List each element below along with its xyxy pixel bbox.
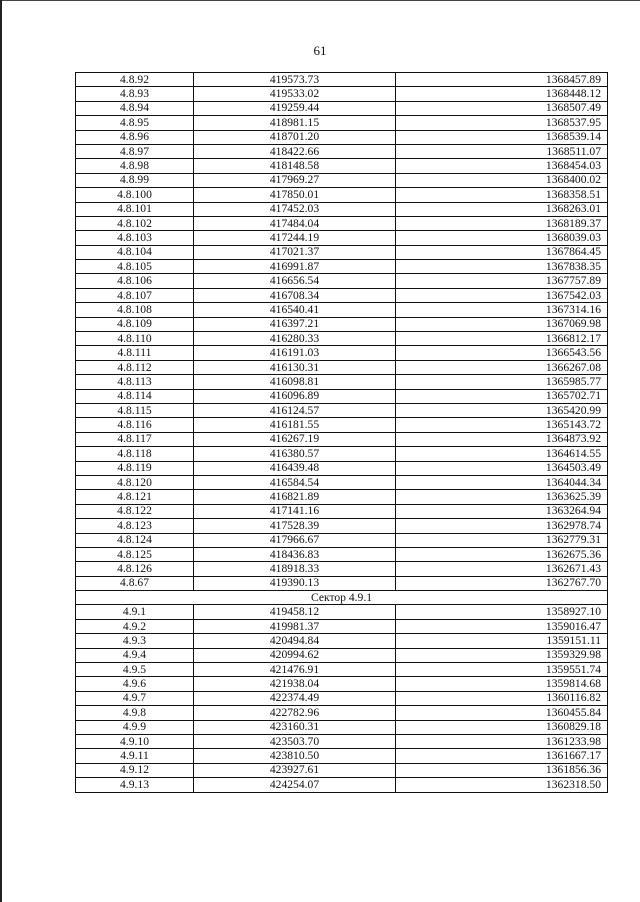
y-coordinate-cell: 1359329.98: [396, 648, 608, 662]
table-row: [76, 663, 608, 677]
x-coordinate-cell: 416991.87: [194, 260, 396, 274]
table-row: [76, 720, 608, 734]
point-id-cell: 4.8.106: [76, 274, 194, 288]
point-id-cell: 4.8.111: [76, 346, 194, 360]
y-coordinate-cell: 1364614.55: [396, 447, 608, 461]
x-coordinate-cell: 423160.31: [194, 720, 396, 734]
point-id-cell: 4.8.100: [76, 188, 194, 202]
table-row: [76, 418, 608, 432]
x-coordinate-cell: 421476.91: [194, 663, 396, 677]
table-row: [76, 734, 608, 748]
scan-edge-top: [0, 0, 640, 1]
table-row: [76, 475, 608, 489]
table-row: [76, 73, 608, 87]
y-coordinate-cell: 1368400.02: [396, 173, 608, 187]
table-row: [76, 87, 608, 101]
x-coordinate-cell: 416280.33: [194, 332, 396, 346]
point-id-cell: 4.8.98: [76, 159, 194, 173]
point-id-cell: 4.8.115: [76, 403, 194, 417]
y-coordinate-cell: 1368454.03: [396, 159, 608, 173]
table-row: [76, 245, 608, 259]
point-id-cell: 4.8.110: [76, 332, 194, 346]
x-coordinate-cell: 418422.66: [194, 144, 396, 158]
x-coordinate-cell: 417452.03: [194, 202, 396, 216]
x-coordinate-cell: 416584.54: [194, 475, 396, 489]
y-coordinate-cell: 1359151.11: [396, 634, 608, 648]
table-row: [76, 274, 608, 288]
table-row: [76, 332, 608, 346]
x-coordinate-cell: 420994.62: [194, 648, 396, 662]
y-coordinate-cell: 1367542.03: [396, 288, 608, 302]
table-row: [76, 303, 608, 317]
point-id-cell: 4.8.112: [76, 360, 194, 374]
x-coordinate-cell: 416439.48: [194, 461, 396, 475]
point-id-cell: 4.9.4: [76, 648, 194, 662]
point-id-cell: 4.8.120: [76, 475, 194, 489]
y-coordinate-cell: 1362675.36: [396, 547, 608, 561]
x-coordinate-cell: 416656.54: [194, 274, 396, 288]
y-coordinate-cell: 1361233.98: [396, 734, 608, 748]
point-id-cell: 4.9.6: [76, 677, 194, 691]
coordinates-table: [75, 72, 608, 793]
point-id-cell: 4.9.2: [76, 619, 194, 633]
point-id-cell: 4.8.113: [76, 375, 194, 389]
section-header-row-group: [76, 591, 608, 605]
point-id-cell: 4.8.107: [76, 288, 194, 302]
table-row: [76, 648, 608, 662]
y-coordinate-cell: 1359551.74: [396, 663, 608, 677]
table-row: [76, 749, 608, 763]
y-coordinate-cell: 1363264.94: [396, 504, 608, 518]
point-id-cell: 4.8.126: [76, 562, 194, 576]
section-header-row: [76, 591, 608, 605]
table-row: [76, 389, 608, 403]
table-row: [76, 317, 608, 331]
point-id-cell: 4.8.122: [76, 504, 194, 518]
table-row: [76, 144, 608, 158]
point-id-cell: 4.8.104: [76, 245, 194, 259]
coordinates-table-body-b: [76, 605, 608, 792]
point-id-cell: 4.8.93: [76, 87, 194, 101]
x-coordinate-cell: 418701.20: [194, 130, 396, 144]
table-row: [76, 619, 608, 633]
y-coordinate-cell: 1368039.03: [396, 231, 608, 245]
point-id-cell: 4.9.1: [76, 605, 194, 619]
x-coordinate-cell: 416096.89: [194, 389, 396, 403]
x-coordinate-cell: 419533.02: [194, 87, 396, 101]
table-row: [76, 346, 608, 360]
x-coordinate-cell: 417966.67: [194, 533, 396, 547]
point-id-cell: 4.8.103: [76, 231, 194, 245]
table-row: [76, 447, 608, 461]
y-coordinate-cell: 1368263.01: [396, 202, 608, 216]
x-coordinate-cell: 416380.57: [194, 447, 396, 461]
point-id-cell: 4.8.67: [76, 576, 194, 590]
x-coordinate-cell: 418148.58: [194, 159, 396, 173]
table-row: [76, 288, 608, 302]
table-row: [76, 490, 608, 504]
table-row: [76, 101, 608, 115]
y-coordinate-cell: 1360455.84: [396, 706, 608, 720]
table-row: [76, 159, 608, 173]
x-coordinate-cell: 417528.39: [194, 519, 396, 533]
table-row: [76, 706, 608, 720]
point-id-cell: 4.8.123: [76, 519, 194, 533]
x-coordinate-cell: 417969.27: [194, 173, 396, 187]
table-row: [76, 562, 608, 576]
y-coordinate-cell: 1362779.31: [396, 533, 608, 547]
x-coordinate-cell: 419458.12: [194, 605, 396, 619]
point-id-cell: 4.8.95: [76, 116, 194, 130]
y-coordinate-cell: 1361667.17: [396, 749, 608, 763]
table-row: [76, 375, 608, 389]
y-coordinate-cell: 1368507.49: [396, 101, 608, 115]
x-coordinate-cell: 419259.44: [194, 101, 396, 115]
point-id-cell: 4.9.3: [76, 634, 194, 648]
point-id-cell: 4.8.116: [76, 418, 194, 432]
y-coordinate-cell: 1367314.16: [396, 303, 608, 317]
table-row: [76, 188, 608, 202]
y-coordinate-cell: 1365143.72: [396, 418, 608, 432]
y-coordinate-cell: 1362978.74: [396, 519, 608, 533]
y-coordinate-cell: 1367069.98: [396, 317, 608, 331]
point-id-cell: 4.8.125: [76, 547, 194, 561]
y-coordinate-cell: 1367864.45: [396, 245, 608, 259]
y-coordinate-cell: 1365702.71: [396, 389, 608, 403]
table-row: [76, 677, 608, 691]
x-coordinate-cell: 422374.49: [194, 691, 396, 705]
point-id-cell: 4.8.119: [76, 461, 194, 475]
x-coordinate-cell: 419390.13: [194, 576, 396, 590]
y-coordinate-cell: 1368189.37: [396, 216, 608, 230]
y-coordinate-cell: 1360829.18: [396, 720, 608, 734]
point-id-cell: 4.9.9: [76, 720, 194, 734]
x-coordinate-cell: 416540.41: [194, 303, 396, 317]
y-coordinate-cell: 1359016.47: [396, 619, 608, 633]
y-coordinate-cell: 1359814.68: [396, 677, 608, 691]
x-coordinate-cell: 418436.83: [194, 547, 396, 561]
point-id-cell: 4.8.124: [76, 533, 194, 547]
y-coordinate-cell: 1367838.35: [396, 260, 608, 274]
y-coordinate-cell: 1368511.07: [396, 144, 608, 158]
y-coordinate-cell: 1368539.14: [396, 130, 608, 144]
y-coordinate-cell: 1368457.89: [396, 73, 608, 87]
table-row: [76, 130, 608, 144]
table-row: [76, 231, 608, 245]
x-coordinate-cell: 417244.19: [194, 231, 396, 245]
x-coordinate-cell: 418918.33: [194, 562, 396, 576]
y-coordinate-cell: 1368358.51: [396, 188, 608, 202]
table-row: [76, 202, 608, 216]
x-coordinate-cell: 417484.04: [194, 216, 396, 230]
table-row: [76, 432, 608, 446]
y-coordinate-cell: 1364503.49: [396, 461, 608, 475]
point-id-cell: 4.9.11: [76, 749, 194, 763]
x-coordinate-cell: 416130.31: [194, 360, 396, 374]
point-id-cell: 4.8.99: [76, 173, 194, 187]
table-row: [76, 260, 608, 274]
y-coordinate-cell: 1362318.50: [396, 778, 608, 792]
point-id-cell: 4.9.12: [76, 763, 194, 777]
table-row: [76, 461, 608, 475]
y-coordinate-cell: 1364873.92: [396, 432, 608, 446]
y-coordinate-cell: 1363625.39: [396, 490, 608, 504]
x-coordinate-cell: 416397.21: [194, 317, 396, 331]
point-id-cell: 4.9.5: [76, 663, 194, 677]
y-coordinate-cell: 1358927.10: [396, 605, 608, 619]
point-id-cell: 4.8.105: [76, 260, 194, 274]
table-row: [76, 763, 608, 777]
x-coordinate-cell: 416124.57: [194, 403, 396, 417]
point-id-cell: 4.9.7: [76, 691, 194, 705]
x-coordinate-cell: 417021.37: [194, 245, 396, 259]
y-coordinate-cell: 1364044.34: [396, 475, 608, 489]
y-coordinate-cell: 1366543.56: [396, 346, 608, 360]
x-coordinate-cell: 420494.84: [194, 634, 396, 648]
point-id-cell: 4.9.8: [76, 706, 194, 720]
point-id-cell: 4.8.101: [76, 202, 194, 216]
point-id-cell: 4.8.108: [76, 303, 194, 317]
table-row: [76, 519, 608, 533]
x-coordinate-cell: 423503.70: [194, 734, 396, 748]
y-coordinate-cell: 1365420.99: [396, 403, 608, 417]
x-coordinate-cell: 416821.89: [194, 490, 396, 504]
x-coordinate-cell: 422782.96: [194, 706, 396, 720]
table-row: [76, 403, 608, 417]
y-coordinate-cell: 1368448.12: [396, 87, 608, 101]
point-id-cell: 4.9.10: [76, 734, 194, 748]
x-coordinate-cell: 417141.16: [194, 504, 396, 518]
y-coordinate-cell: 1362671.43: [396, 562, 608, 576]
point-id-cell: 4.8.118: [76, 447, 194, 461]
y-coordinate-cell: 1366812.17: [396, 332, 608, 346]
point-id-cell: 4.8.117: [76, 432, 194, 446]
table-row: [76, 634, 608, 648]
point-id-cell: 4.9.13: [76, 778, 194, 792]
table-row: [76, 216, 608, 230]
section-title: Сектор 4.9.1: [76, 591, 608, 605]
table-row: [76, 504, 608, 518]
x-coordinate-cell: 416098.81: [194, 375, 396, 389]
table-row: [76, 778, 608, 792]
x-coordinate-cell: 416191.03: [194, 346, 396, 360]
point-id-cell: 4.8.109: [76, 317, 194, 331]
scan-edge-left: [0, 0, 2, 902]
table-row: [76, 576, 608, 590]
table-row: [76, 533, 608, 547]
point-id-cell: 4.8.121: [76, 490, 194, 504]
x-coordinate-cell: 416267.19: [194, 432, 396, 446]
point-id-cell: 4.8.94: [76, 101, 194, 115]
y-coordinate-cell: 1360116.82: [396, 691, 608, 705]
x-coordinate-cell: 418981.15: [194, 116, 396, 130]
y-coordinate-cell: 1366267.08: [396, 360, 608, 374]
x-coordinate-cell: 416708.34: [194, 288, 396, 302]
point-id-cell: 4.8.92: [76, 73, 194, 87]
point-id-cell: 4.8.102: [76, 216, 194, 230]
y-coordinate-cell: 1367757.89: [396, 274, 608, 288]
x-coordinate-cell: 421938.04: [194, 677, 396, 691]
table-row: [76, 691, 608, 705]
y-coordinate-cell: 1365985.77: [396, 375, 608, 389]
point-id-cell: 4.8.114: [76, 389, 194, 403]
table-row: [76, 116, 608, 130]
y-coordinate-cell: 1368537.95: [396, 116, 608, 130]
x-coordinate-cell: 419981.37: [194, 619, 396, 633]
x-coordinate-cell: 423927.61: [194, 763, 396, 777]
table-row: [76, 605, 608, 619]
table-row: [76, 173, 608, 187]
point-id-cell: 4.8.96: [76, 130, 194, 144]
x-coordinate-cell: 417850.01: [194, 188, 396, 202]
y-coordinate-cell: 1362767.70: [396, 576, 608, 590]
x-coordinate-cell: 424254.07: [194, 778, 396, 792]
x-coordinate-cell: 419573.73: [194, 73, 396, 87]
point-id-cell: 4.8.97: [76, 144, 194, 158]
table-row: [76, 547, 608, 561]
x-coordinate-cell: 423810.50: [194, 749, 396, 763]
y-coordinate-cell: 1361856.36: [396, 763, 608, 777]
page-number: 61: [313, 43, 327, 58]
coordinates-table-body-a: [76, 73, 608, 591]
table-row: [76, 360, 608, 374]
x-coordinate-cell: 416181.55: [194, 418, 396, 432]
